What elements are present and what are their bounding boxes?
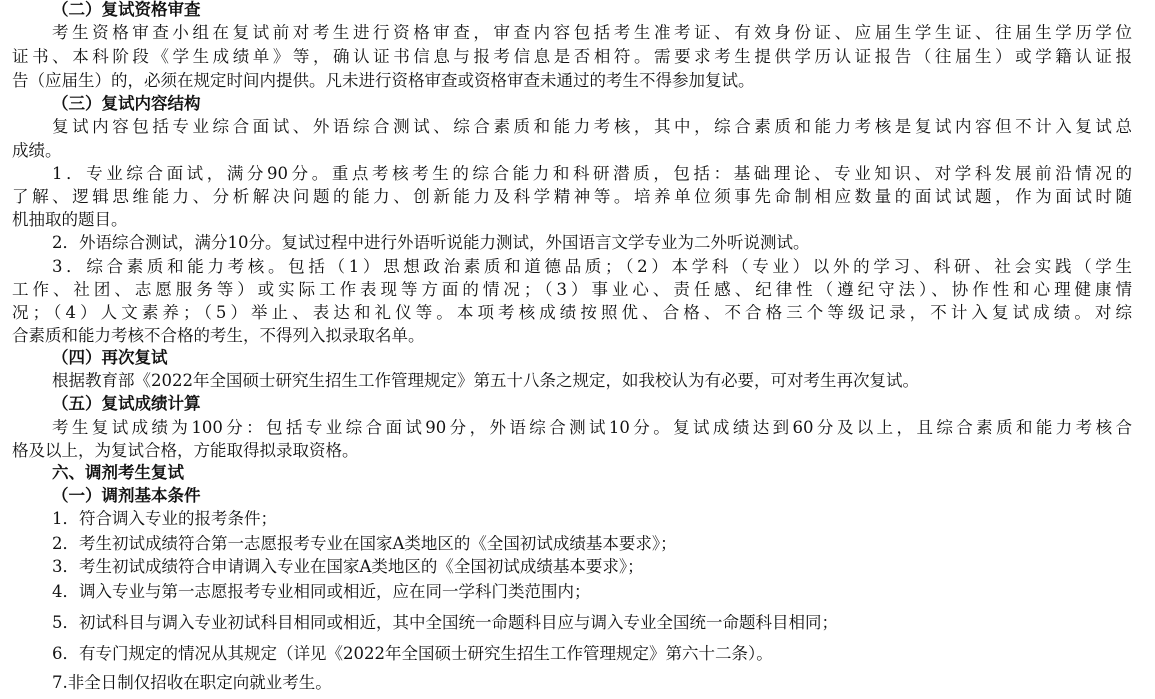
section-heading-adjustment: 六、调剂考生复试 (52, 463, 184, 482)
subsection-heading-basic-conditions: （一）调剂基本条件 (52, 486, 201, 505)
paragraph-line: 1．专业综合面试，满分90分。重点考核考生的综合能力和科研潜质，包括：基础理论、专业知识、对学科发展前沿情况的 (52, 164, 1132, 183)
list-item: 2．考生初试成绩符合第一志愿报考专业在国家A类地区的《全国初试成绩基本要求》； (52, 534, 677, 553)
list-item: 7.非全日制仅招收在职定向就业考生。 (52, 673, 332, 692)
list-item: 4．调入专业与第一志愿报考专业相同或相近，应在同一学科门类范围内； (52, 582, 591, 601)
section-heading-score-calc: （五）复试成绩计算 (52, 394, 201, 413)
list-item: 1．符合调入专业的报考条件； (52, 509, 277, 528)
paragraph-line: 3．综合素质和能力考核。包括（1）思想政治素质和道德品质；（2）本学科（专业）以外的学习、科研、社会实践（学生 (52, 257, 1132, 276)
paragraph-line: 2．外语综合测试，满分10分。复试过程中进行外语听说能力测试，外国语言文学专业为二外听说测试。 (52, 233, 810, 252)
paragraph-line: 根据教育部《2022年全国硕士研究生招生工作管理规定》第五十八条之规定，如我校认为有必要，可对考生再次复试。 (52, 371, 919, 390)
list-item: 6．有专门规定的情况从其规定（详见《2022年全国硕士研究生招生工作管理规定》第六十二条）。 (52, 644, 773, 663)
paragraph-line: 了解、逻辑思维能力、分析解决问题的能力、创新能力及科学精神等。培养单位须事先命制相应数量的面试试题，作为面试时随 (12, 187, 1132, 206)
section-heading-content-structure: （三）复试内容结构 (52, 94, 201, 113)
paragraph-line: 复试内容包括专业综合面试、外语综合测试、综合素质和能力考核，其中，综合素质和能力考核是复试内容但不计入复试总 (52, 117, 1132, 136)
paragraph-line: 证书、本科阶段《学生成绩单》等，确认证书信息与报考信息是否相符。需要求考生提供学历认证报告（往届生）或学籍认证报 (12, 47, 1132, 66)
list-item: 5．初试科目与调入专业初试科目相同或相近，其中全国统一命题科目应与调入专业全国统一命题科目相同； (52, 613, 838, 632)
paragraph-line: 告（应届生）的，必须在规定时间内提供。凡未进行资格审查或资格审查未通过的考生不得参加复试。 (12, 71, 755, 90)
paragraph-line: 格及以上，为复试合格，方能取得拟录取资格。 (12, 441, 359, 460)
section-heading-second-retest: （四）再次复试 (52, 348, 168, 367)
paragraph-line: 合素质和能力考核不合格的考生，不得列入拟录取名单。 (12, 326, 425, 345)
paragraph-line: 工作、社团、志愿服务等）或实际工作表现等方面的情况；（3）事业心、责任感、纪律性（遵纪守法）、协作性和心理健康情 (12, 280, 1132, 299)
list-item: 3．考生初试成绩符合申请调入专业在国家A类地区的《全国初试成绩基本要求》； (52, 557, 644, 576)
paragraph-line: 考生资格审查小组在复试前对考生进行资格审查，审查内容包括考生准考证、有效身份证、应届生学生证、往届生学历学位 (52, 23, 1132, 42)
paragraph-line: 成绩。 (12, 141, 62, 160)
paragraph-line: 机抽取的题目。 (12, 210, 128, 229)
paragraph-line: 考生复试成绩为100分：包括专业综合面试90分，外语综合测试10分。复试成绩达到60分及以上，且综合素质和能力考核合 (52, 418, 1132, 437)
paragraph-line: 况；（4）人文素养；（5）举止、表达和礼仪等。本项考核成绩按照优、合格、不合格三个等级记录，不计入复试成绩。对综 (12, 303, 1132, 322)
section-heading-qualification: （二）复试资格审查 (52, 0, 201, 19)
